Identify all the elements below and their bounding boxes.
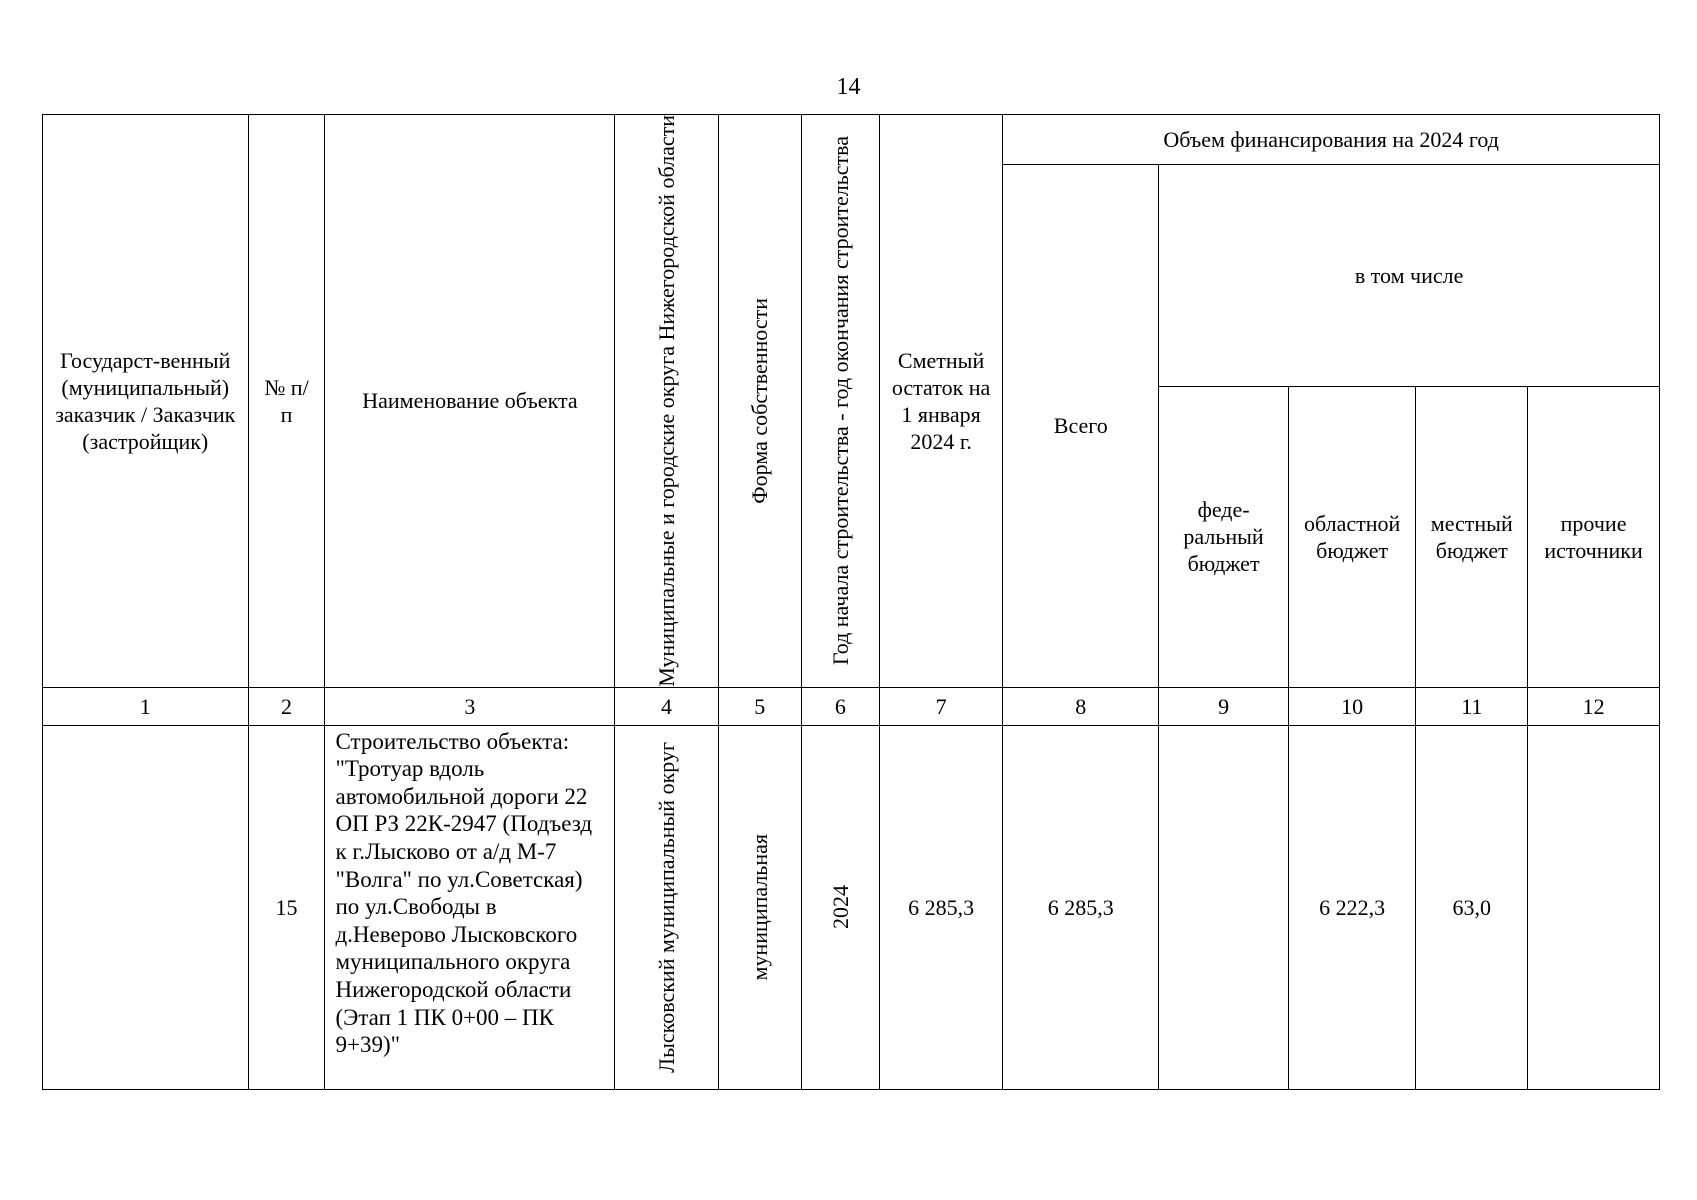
column-number: 11: [1416, 687, 1528, 725]
cell-customer: [43, 725, 249, 1089]
financing-table: [42, 114, 1660, 1090]
header-years-text: Год начала строительства - год окончания строительства: [827, 136, 853, 666]
header-regional: областной бюджет: [1288, 386, 1416, 687]
header-object-name: Наименование объекта: [325, 115, 615, 688]
cell-municipality-text: Лысковский муниципальный округ: [654, 741, 679, 1073]
page-number: 14: [836, 74, 861, 100]
cell-regional: 6 222,3: [1288, 725, 1416, 1089]
header-local: местный бюджет: [1416, 386, 1528, 687]
cell-object-name: Строительство объекта: "Тротуар вдоль автомобильной дороги 22 ОП РЗ 22К-2947 (Подъезд к г.Лысково от а/д М-7 "Волга" по ул.Советская) по ул.Свободы в д.Неверово Лысковского муниципального округа Нижегородской области (Этап 1 ПК 0+00 – ПК 9+39)": [325, 725, 615, 1089]
header-total: Всего: [1003, 165, 1159, 688]
column-number: 1: [43, 687, 249, 725]
header-municipality: [615, 115, 718, 688]
cell-years: [801, 725, 879, 1089]
header-years: [801, 115, 879, 688]
cell-municipality: [615, 725, 718, 1089]
header-estimated-balance: Сметный остаток на 1 января 2024 г.: [879, 115, 1002, 688]
header-ownership: [718, 115, 801, 688]
cell-ownership: [718, 725, 801, 1089]
column-number: 3: [325, 687, 615, 725]
table-row: [43, 725, 1660, 1089]
cell-ownership-text: муниципальная: [747, 833, 773, 981]
cell-row-number: 15: [248, 725, 325, 1089]
column-number: 2: [248, 687, 325, 725]
column-number: 10: [1288, 687, 1416, 725]
header-row-number: № п/п: [248, 115, 325, 688]
column-number: 4: [615, 687, 718, 725]
cell-federal: [1159, 725, 1289, 1089]
column-number: 5: [718, 687, 801, 725]
column-number: 6: [801, 687, 879, 725]
column-number: 7: [879, 687, 1002, 725]
header-municipality-text: Муниципальные и городские округа Нижегородской области: [654, 115, 679, 687]
header-including-group: в том числе: [1159, 165, 1660, 387]
header-customer: Государст-венный (муниципальный) заказчик / Заказчик (застройщик): [43, 115, 249, 688]
cell-years-text: 2024: [827, 885, 853, 930]
cell-other: [1528, 725, 1660, 1089]
column-number: 8: [1003, 687, 1159, 725]
column-number: 12: [1528, 687, 1660, 725]
column-number-row: [43, 687, 1660, 725]
header-financing-group: Объем финансирования на 2024 год: [1003, 115, 1660, 165]
column-number: 9: [1159, 687, 1289, 725]
cell-local: 63,0: [1416, 725, 1528, 1089]
cell-estimated-balance: 6 285,3: [879, 725, 1002, 1089]
header-federal: феде-ральный бюджет: [1159, 386, 1289, 687]
header-ownership-text: Форма собственности: [747, 297, 773, 504]
cell-total: 6 285,3: [1003, 725, 1159, 1089]
header-other: прочие источники: [1528, 386, 1660, 687]
